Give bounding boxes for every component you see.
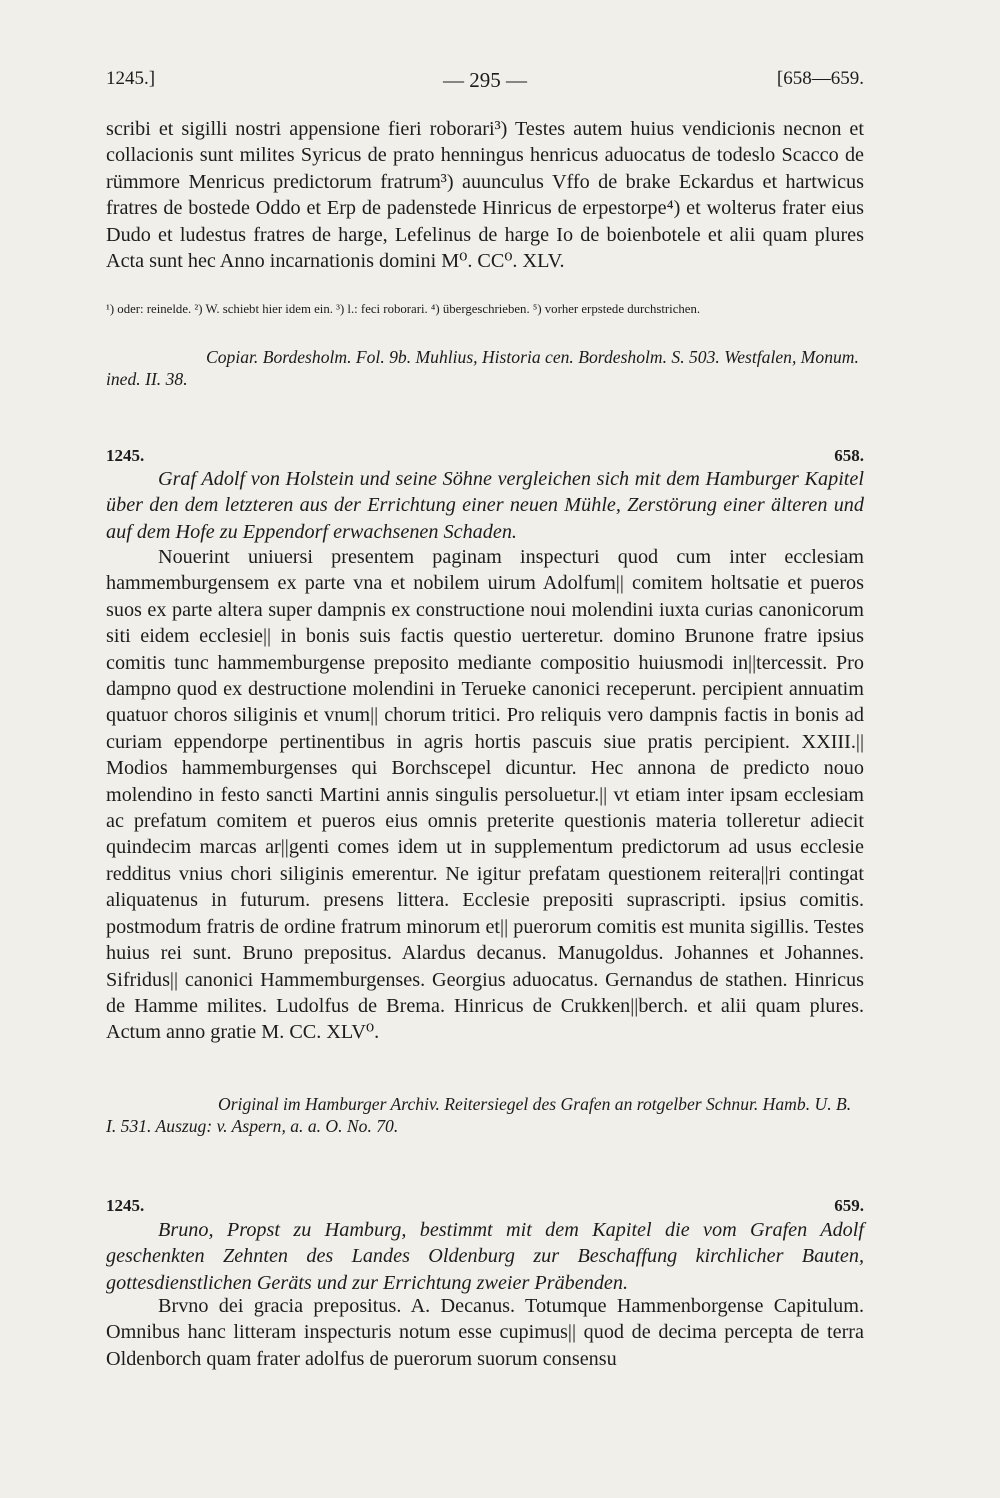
document-658-regest	[106, 466, 864, 545]
footnote-text: ¹) oder: reinelde. ²) W. schiebt hier idem ein. ³) l.: feci roborari. ⁴) übergeschrieben. ⁵) vorher erpstede durchstrichen.	[106, 302, 701, 316]
page-header	[106, 68, 864, 98]
source-text: Copiar. Bordesholm. Fol. 9b. Muhlius, Historia cen. Bordesholm. S. 503. Westfalen, Monum. ined. II. 38.	[106, 347, 859, 389]
header-document-range: [658—659.	[776, 68, 864, 89]
document-year: 1245.	[106, 1196, 145, 1215]
regest-text: Bruno, Propst zu Hamburg, bestimmt mit dem Kapitel die vom Grafen Adolf geschenkten Zehnten des Landes Oldenburg zur Beschaffung kirchlicher Bauten, gottesdienstlichen Geräts und zur Errichtung zweier Präbenden.	[106, 1219, 864, 1294]
document-number: 659.	[834, 1196, 864, 1215]
document-657-text-end	[106, 116, 864, 274]
latin-text: Nouerint uniuersi presentem paginam inspecturi quod cum inter ecclesiam hammemburgensem ex parte vna et nobilem uirum Adolfum|| comitem holtsatie et pueros suos ex parte altera super dampnis ex constructione noui molendini iuxta curias canonicorum siti eidem ecclesie|| in bonis suis factis questio uerteretur. domino Brunone fratre ipsius comitis tunc hammemburgense preposito mediante compositio huiusmodi in||tercessit. Pro dampno quod ex destructione molendini in Terueke canonici receperunt. percipient annuatim quatuor choros siliginis et vnum|| chorum tritici. Pro reliquis vero dampnis factis in bonis ad curiam eppendorpe pertinentibus in agris hortis pascuis siue pratis percipient. XXIII.|| Modios hammemburgenses qui Borchscepel dicuntur. Hec annona de predicto nouo molendino in festo sancti Martini annis singulis persoluetur.|| vt etiam inter ipsam ecclesiam ac prefatum comitem et pueros eius omnis preterite questionis materia tolleretur adiecit quindecim marcas ar||genti comes idem ut in supplementum predictorum ad usus ecclesie redditus vnius chori siliginis emerentur. Ne igitur prefatam questionem reitera||ri contingat aliquatenus in futurum. presens littera. Ecclesie prepositi suprascripti. ipsius comitis. postmodum fratris de ordine fratrum minorum et|| puerorum comitis est munita sigillis. Testes huius rei sunt. Bruno prepositus. Alardus decanus. Manugoldus. Johannes et Johannes. Sifridus|| canonici Hammemburgenses. Georgius aduocatus. Gernandus de stathen. Hinricus de Hamme milites. Ludolfus de Brema. Hinricus de Crukken||berch. et alii quam plures. Actum anno gratie M. CC. XLV⁰.	[106, 546, 864, 1044]
document-658-source	[106, 1093, 864, 1137]
latin-text: scribi et sigilli nostri appensione fieri roborari³) Testes autem huius vendicionis necnon et collacionis sunt milites Syricus de prato henningus henricus aduocatus de todeslo Scacco de rümmore Menricus predictorum fratrum³) auunculus Vffo de brake Eckardus et hartwicus fratres de bostede Oddo et Erp de padenstede Hinricus de erpestorpe⁴) et wolterus frater eius Dudo et ludestus fratres de harge, Lefelinus de harge Io de boienbotele et alii quam plures Acta sunt hec Anno incarnationis domini M⁰. CC⁰. XLV.	[106, 118, 864, 273]
page-number: — 295 —	[443, 68, 527, 92]
document-658-text	[106, 544, 864, 1046]
document-year: 1245.	[106, 446, 145, 465]
document-659-regest	[106, 1217, 864, 1296]
latin-text: Brvno dei gracia prepositus. A. Decanus. Totumque Hammenborgense Capitulum. Omnibus hanc litteram inspecturis notum esse cupimus|| quod de decima percepta de terra Oldenborch quam frater adolfus de puerorum suorum consensu	[106, 1295, 864, 1370]
source-note	[106, 346, 864, 390]
document-number: 658.	[834, 446, 864, 465]
regest-text: Graf Adolf von Holstein und seine Söhne vergleichen sich mit dem Hamburger Kapitel über den dem letzteren aus der Errichtung einer neuen Mühle, Zerstörung einer älteren und auf dem Hofe zu Eppendorf erwachsenen Schaden.	[106, 468, 864, 543]
source-text: Original im Hamburger Archiv. Reitersiegel des Grafen an rotgelber Schnur. Hamb. U. B. I. 531. Auszug: v. Aspern, a. a. O. No. 70.	[106, 1094, 852, 1136]
header-year: 1245.]	[106, 68, 156, 89]
footnotes	[106, 300, 864, 319]
document-659-text	[106, 1293, 864, 1372]
